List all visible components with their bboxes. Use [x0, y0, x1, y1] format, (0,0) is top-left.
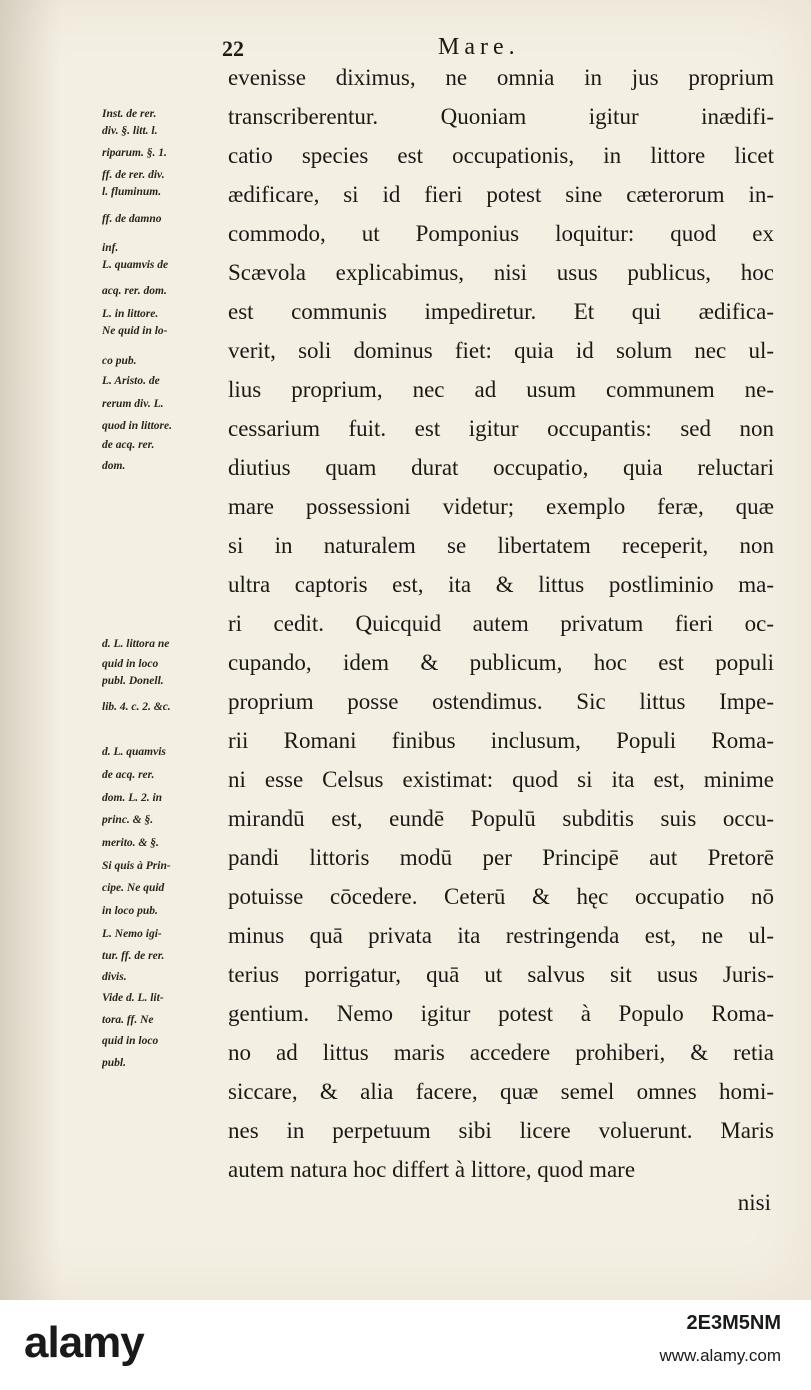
- margin-note: de acq. rer.: [102, 439, 155, 451]
- margin-note: cipe. Ne quid: [102, 882, 165, 894]
- watermark-url: www.alamy.com: [659, 1346, 781, 1365]
- margin-note: d. L. quamvis: [102, 746, 166, 758]
- stock-watermark-bar: [0, 1300, 811, 1390]
- margin-note: L. in littore.: [102, 308, 159, 320]
- margin-note: riparum. §. 1.: [102, 147, 167, 159]
- margin-note: publ. Donell.: [102, 675, 164, 687]
- text-line: terius porrigatur, quā ut salvus sit usus Juris-: [228, 962, 774, 987]
- text-line: potuisse cōcedere. Ceterū & hęc occupatio nō: [228, 884, 774, 909]
- text-line: nes in perpetuum sibi licere voluerunt. Maris: [228, 1118, 774, 1143]
- margin-note: rerum div. L.: [102, 398, 164, 410]
- margin-note: tur. ff. de rer.: [102, 950, 165, 962]
- margin-note: merito. & §.: [102, 837, 159, 849]
- text-line: minus quā privata ita restringenda est, ne ul-: [228, 923, 774, 948]
- margin-note: lib. 4. c. 2. &c.: [102, 701, 171, 713]
- text-line: pandi littoris modū per Principē aut Pretorē: [228, 845, 774, 870]
- margin-note: dom.: [102, 460, 126, 472]
- text-line: Scævola explicabimus, nisi usus publicus, hoc: [228, 260, 774, 285]
- text-line: mirandū est, eundē Populū subditis suis occu-: [228, 806, 774, 831]
- margin-note: Si quis à Prin-: [102, 860, 171, 872]
- margin-note: quid in loco: [102, 1035, 159, 1047]
- text-line: cessarium fuit. est igitur occupantis: sed non: [228, 416, 774, 441]
- margin-note: princ. & §.: [102, 814, 154, 826]
- text-line: ni esse Celsus existimat: quod si ita est, minime: [228, 767, 774, 792]
- catchword: nisi: [737, 1190, 771, 1215]
- margin-note: de acq. rer.: [102, 769, 155, 781]
- margin-note: d. L. littora ne: [102, 638, 170, 650]
- margin-note: divis.: [102, 971, 127, 983]
- margin-note: L. quamvis de: [102, 259, 169, 271]
- text-line: commodo, ut Pomponius loquitur: quod ex: [228, 221, 774, 246]
- margin-note: publ.: [102, 1057, 126, 1069]
- text-line: cupando, idem & publicum, hoc est populi: [228, 650, 774, 675]
- margin-note: ff. de damno: [102, 213, 162, 225]
- text-line: rii Romani finibus inclusum, Populi Roma-: [228, 728, 774, 753]
- margin-note: Vide d. L. lit-: [102, 992, 164, 1004]
- text-line: gentium. Nemo igitur potest à Populo Roma-: [228, 1001, 774, 1026]
- margin-note: quid in loco: [102, 658, 159, 670]
- margin-note: in loco pub.: [102, 905, 158, 917]
- text-line: ultra captoris est, ita & littus postliminio ma-: [228, 572, 774, 597]
- margin-note: l. fluminum.: [102, 186, 162, 198]
- text-line: ædificare, si id fieri potest sine cæterorum in-: [228, 182, 774, 207]
- text-line: si in naturalem se libertatem receperit, non: [228, 533, 774, 558]
- text-line: autem natura hoc differt à littore, quod mare: [228, 1157, 636, 1182]
- text-line: evenisse diximus, ne omnia in jus proprium: [228, 65, 774, 90]
- margin-note: quod in littore.: [102, 420, 172, 432]
- margin-note: dom. L. 2. in: [102, 792, 163, 804]
- margin-note: Ne quid in lo-: [102, 325, 168, 337]
- text-line: proprium posse ostendimus. Sic littus Impe-: [228, 689, 774, 714]
- text-line: mare possessioni videtur; exemplo feræ, quæ: [228, 494, 774, 519]
- margin-note: ff. de rer. div.: [102, 169, 165, 181]
- text-line: catio species est occupationis, in littore licet: [228, 143, 774, 168]
- margin-note: Inst. de rer.: [102, 108, 157, 120]
- margin-note: acq. rer. dom.: [102, 285, 167, 297]
- running-head: Mare.: [438, 34, 520, 60]
- margin-note: L. Aristo. de: [102, 375, 160, 387]
- page-number: 22: [222, 36, 244, 61]
- margin-note: div. §. litt. l.: [102, 125, 158, 137]
- margin-note: co pub.: [102, 355, 137, 367]
- text-line: diutius quam durat occupatio, quia reluctari: [228, 455, 774, 480]
- margin-note: L. Nemo igi-: [102, 928, 162, 940]
- text-line: verit, soli dominus fiet: quia id solum nec ul-: [228, 338, 774, 363]
- margin-note: inf.: [102, 242, 119, 254]
- text-line: lius proprium, nec ad usum communem ne-: [228, 377, 774, 402]
- text-line: siccare, & alia facere, quæ semel omnes homi-: [228, 1079, 774, 1104]
- alamy-logo: alamy: [24, 1318, 144, 1367]
- text-line: est communis impediretur. Et qui ædifica-: [228, 299, 774, 324]
- text-line: no ad littus maris accedere prohiberi, & retia: [228, 1040, 774, 1065]
- image-id: 2E3M5NM: [686, 1312, 781, 1334]
- text-line: transcriberentur. Quoniam igitur inædifi-: [228, 104, 774, 129]
- margin-note: tora. ff. Ne: [102, 1014, 154, 1026]
- text-line: ri cedit. Quicquid autem privatum fieri oc-: [228, 611, 774, 636]
